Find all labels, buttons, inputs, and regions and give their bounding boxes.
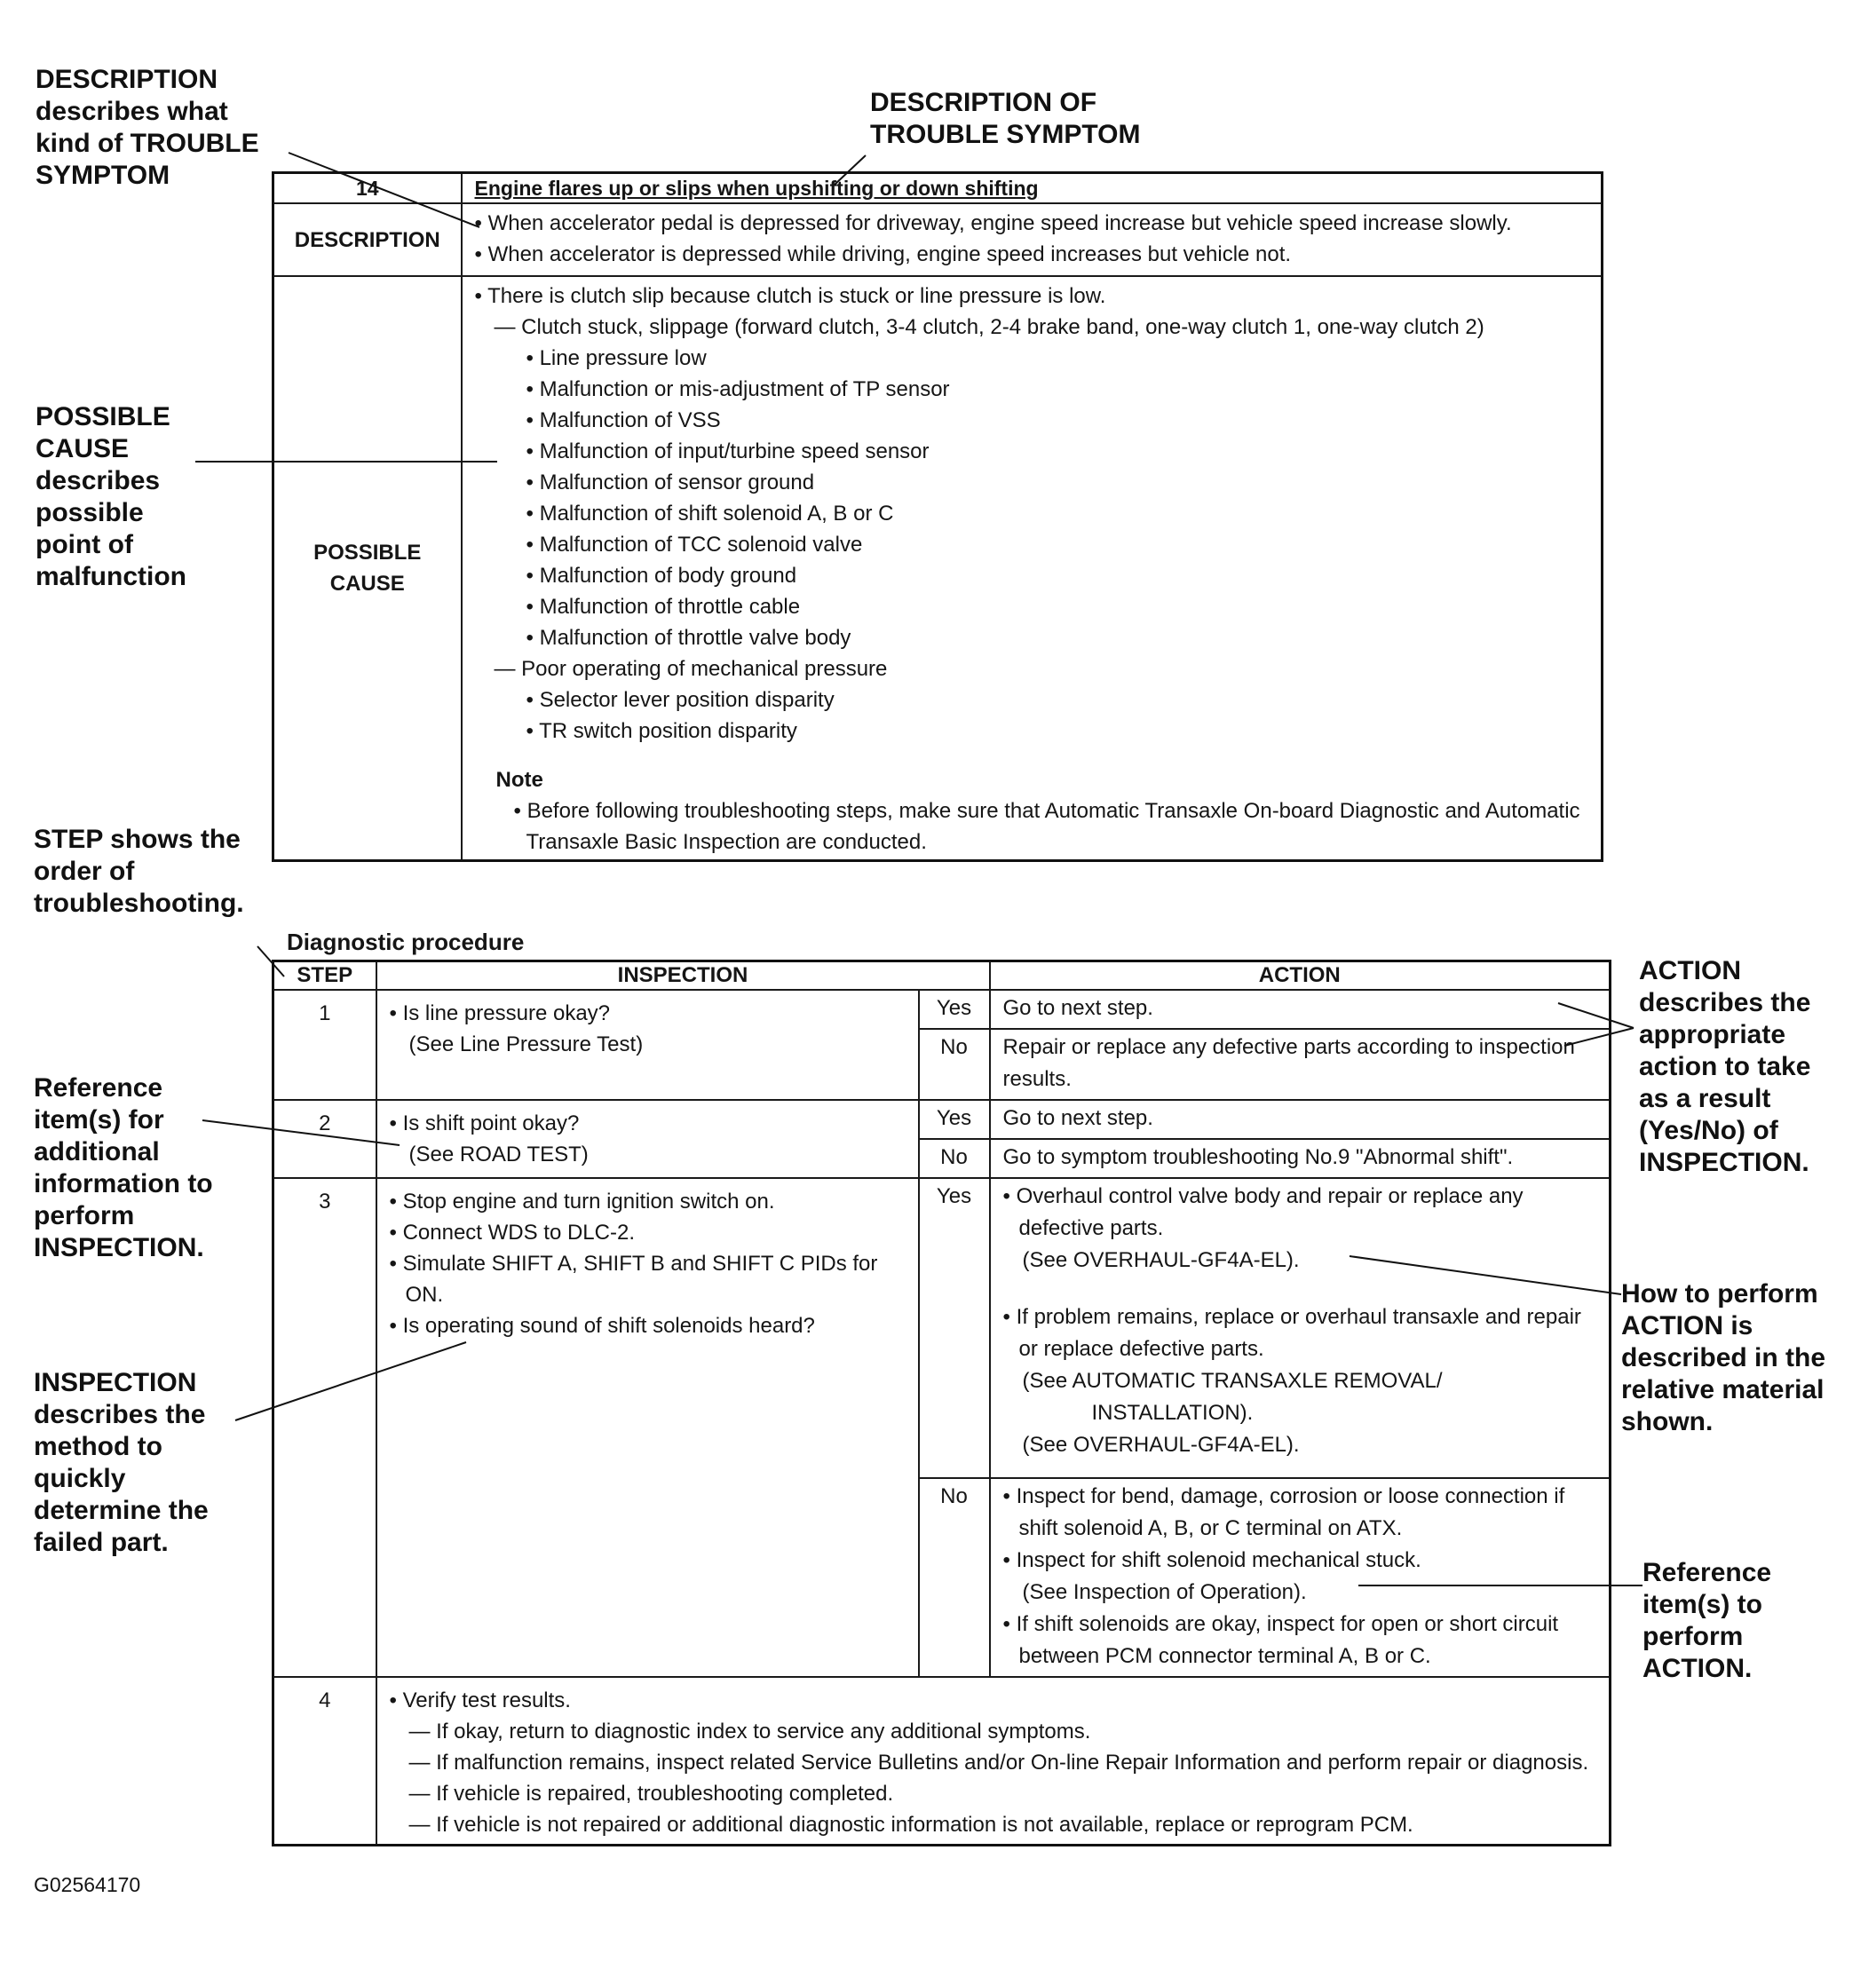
diagnostic-header-row — [273, 961, 1611, 991]
callout-description: DESCRIPTION describes what kind of TROUBLE SYMPTOM — [36, 65, 259, 190]
symptom-header-row — [273, 173, 1603, 204]
step2-yes-row — [273, 1100, 1611, 1139]
possible-cause-text: • There is clutch slip because clutch is stuck or line pressure is low. — Clutch stuck, slippage (forward clutch, 3-4 clutch, 2-4 brake band, one-way clutch 1, one-way clutch 2) • Line pressure low • Malfunction or mis-adjustment of TP sensor • Malfunction of VSS • Malfunction of input/turbine speed sensor • Malfunction of sensor ground • Malfunction of shift solenoid A, B or C • Malfunction of TCC solenoid valve • Malfunction of body ground • Malfunction of throttle cable • Malfunction of throttle valve body — Poor operating of mechanical pressure • Selector lever position disparity • TR switch position disparity Note • Before following troubleshooting steps, make sure that Automatic Transaxle On-board Diagnostic and Automatic Transaxle Basic Inspection are conducted. — [462, 276, 1603, 861]
description-row — [273, 203, 1603, 276]
step4-row — [273, 1677, 1611, 1846]
step2-yes-action: Go to next step. — [990, 1100, 1611, 1139]
step1-yes-row — [273, 990, 1611, 1029]
callout-inspection: INSPECTION describes the method to quickly determine the failed part. — [34, 1368, 209, 1557]
step3-no-action: • Inspect for bend, damage, corrosion or loose connection if shift solenoid A, B, or C terminal on ATX. • Inspect for shift solenoid mechanical stuck. (See Inspection of Operation). • If shift solenoids are okay, inspect for open or short circuit between PCM connector terminal A, B or C. — [990, 1478, 1611, 1677]
diagnostic-procedure-title: Diagnostic procedure — [287, 929, 525, 955]
step3-yes-label: Yes — [919, 1178, 990, 1478]
step1-no-label: No — [919, 1029, 990, 1100]
note-text: • Before following troubleshooting steps, make sure that Automatic Transaxle On-board Diagnostic and Automatic Transaxle Basic Inspection are conducted. — [513, 799, 1580, 854]
step2-yes-label: Yes — [919, 1100, 990, 1139]
callout-step: STEP shows the order of troubleshooting. — [34, 825, 244, 918]
diagnostic-table — [272, 960, 1611, 1846]
step1-yes-action: Go to next step. — [990, 990, 1611, 1029]
possible-cause-label: POSSIBLE CAUSE — [273, 276, 462, 861]
step4-inspection: • Verify test results. — If okay, return to diagnostic index to service any additional symptoms. — If malfunction remains, inspect related Service Bulletins and/or On-line Repair Information and perform repair or diagnosis. — If vehicle is repaired, troubleshooting completed. — If vehicle is not repaired or additional diagnostic information is not available, replace or reprogram PCM. — [376, 1677, 1611, 1846]
callout-action: ACTION describes the appropriate action to take as a result (Yes/No) of INSPECTION. — [1639, 956, 1811, 1177]
inspection-header: INSPECTION — [376, 961, 990, 991]
symptom-number: 14 — [273, 173, 462, 204]
step4-number: 4 — [273, 1677, 376, 1846]
note-label: Note — [495, 768, 543, 792]
step1-yes-label: Yes — [919, 990, 990, 1029]
action-header: ACTION — [990, 961, 1611, 991]
step3-inspection: • Stop engine and turn ignition switch on. • Connect WDS to DLC-2. • Simulate SHIFT A, SHIFT B and SHIFT C PIDs for ON. • Is operating sound of shift solenoids heard? — [376, 1178, 919, 1677]
callout-reference-action: Reference item(s) to perform ACTION. — [1642, 1558, 1772, 1683]
step2-inspection: • Is shift point okay? (See ROAD TEST) — [376, 1100, 919, 1178]
step3-yes-action: • Overhaul control valve body and repair or replace any defective parts. (See OVERHAUL-GF4A-EL). • If problem remains, replace or overhaul transaxle and repair or replace defective parts. (See AUTOMATIC TRANSAXLE REMOVAL/ INSTALLATION). (See OVERHAUL-GF4A-EL). — [990, 1178, 1611, 1478]
step2-no-label: No — [919, 1139, 990, 1178]
symptom-title: Engine flares up or slips when upshifting or down shifting — [462, 173, 1603, 204]
callout-how-to-perform: How to perform ACTION is described in the relative material shown. — [1621, 1279, 1826, 1436]
step2-no-action: Go to symptom troubleshooting No.9 "Abnormal shift". — [990, 1139, 1611, 1178]
figure-code: G02564170 — [34, 1873, 141, 1896]
step-header: STEP — [273, 961, 376, 991]
description-text: • When accelerator pedal is depressed for driveway, engine speed increase but vehicle speed increase slowly. • When accelerator is depressed while driving, engine speed increases but vehicle not. — [462, 203, 1603, 276]
step3-yes-row — [273, 1178, 1611, 1478]
symptom-table — [272, 171, 1603, 862]
step3-number: 3 — [273, 1178, 376, 1677]
step1-no-action: Repair or replace any defective parts according to inspection results. — [990, 1029, 1611, 1100]
step1-number: 1 — [273, 990, 376, 1100]
description-label: DESCRIPTION — [273, 203, 462, 276]
step1-inspection: • Is line pressure okay? (See Line Pressure Test) — [376, 990, 919, 1100]
step2-number: 2 — [273, 1100, 376, 1178]
callout-trouble-symptom: DESCRIPTION OF TROUBLE SYMPTOM — [870, 88, 1141, 149]
step3-no-label: No — [919, 1478, 990, 1677]
possible-cause-row — [273, 276, 1603, 861]
callout-possible-cause: POSSIBLE CAUSE describes possible point of malfunction — [36, 402, 186, 591]
callout-reference-inspection: Reference item(s) for additional information to perform INSPECTION. — [34, 1073, 213, 1262]
